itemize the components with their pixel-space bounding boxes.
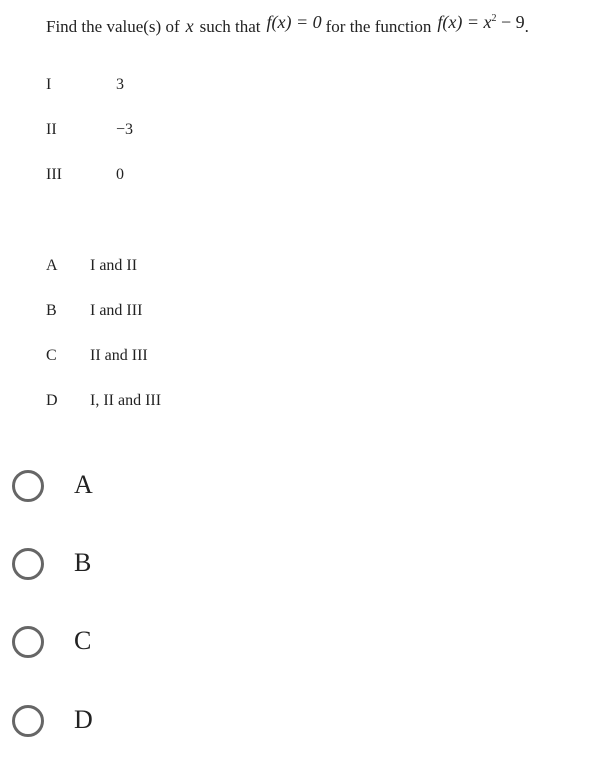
statement-numeral: II (46, 121, 57, 138)
function-exponent: 2 (491, 13, 497, 24)
radio-button-d[interactable] (12, 705, 44, 737)
question-period: . (524, 17, 529, 36)
answer-label-b[interactable]: B (74, 548, 92, 577)
choice-letter: C (46, 347, 57, 364)
choice-letter: A (46, 257, 58, 274)
radio-button-b[interactable] (12, 548, 44, 580)
radio-button-c[interactable] (12, 626, 44, 658)
function-lhs: f(x) = x (437, 12, 492, 32)
choice-text: I and II (90, 257, 138, 274)
choice-text: I, II and III (90, 392, 162, 409)
question-part2: such that (199, 17, 261, 36)
answer-option-b[interactable] (12, 546, 312, 586)
statement-value: −3 (116, 121, 134, 138)
equation-zero: f(x) = 0 (266, 12, 322, 32)
statement-numeral: III (46, 166, 62, 183)
statement-numeral: I (46, 76, 52, 93)
question-text (46, 12, 529, 37)
answer-option-c[interactable] (12, 624, 312, 664)
answer-label-c[interactable]: C (74, 626, 92, 655)
statement-value: 3 (116, 76, 124, 93)
question-part1: Find the value(s) of (46, 17, 180, 36)
function-definition (437, 12, 524, 33)
function-rhs: − 9 (496, 12, 525, 32)
answer-label-a[interactable]: A (74, 470, 93, 499)
variable-x: x (185, 16, 194, 36)
answer-label-d[interactable]: D (74, 705, 93, 734)
question-part3: for the function (325, 17, 432, 36)
choice-letter: D (46, 392, 58, 409)
choice-text: II and III (90, 347, 148, 364)
choice-letter: B (46, 302, 57, 319)
choice-text: I and III (90, 302, 143, 319)
statement-value: 0 (116, 166, 124, 183)
answer-option-d[interactable] (12, 703, 312, 743)
answer-option-a[interactable] (12, 468, 312, 508)
radio-button-a[interactable] (12, 470, 44, 502)
